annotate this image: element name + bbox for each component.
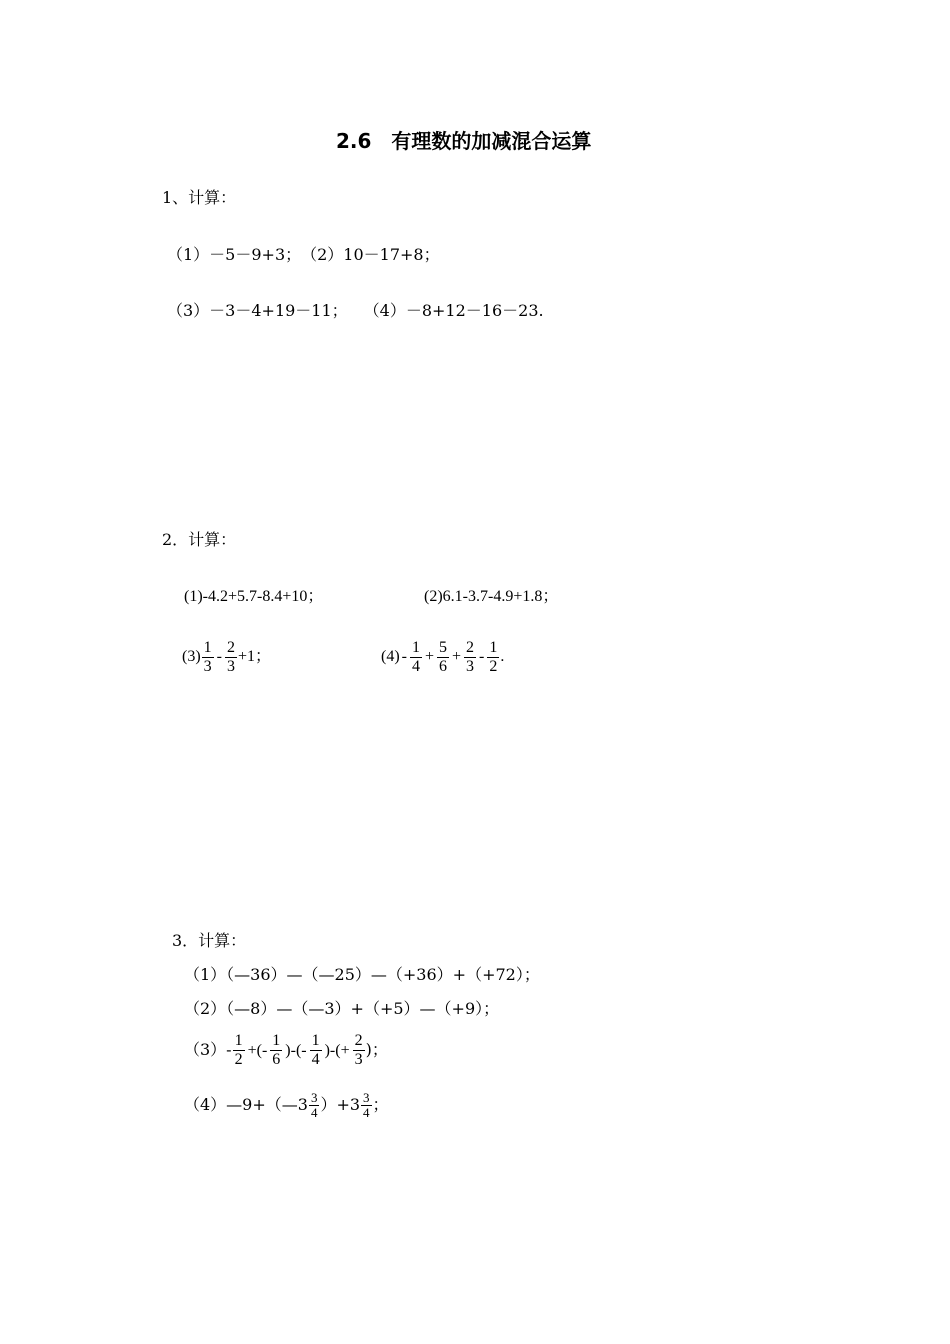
fraction: $\frac{1}{4}$ (411, 639, 420, 675)
question-1-line-2: （3）－3－4+19－11； （4）－8+12－16－23. (167, 301, 544, 320)
question-3-part-1: （1）（—36）—（—25）—（+36）+（+72）； (184, 965, 540, 984)
question-3-part-4: （4）—9+（—3 $\frac{3}{4}$ ）+3 $\frac{3}{4}$ ； (184, 1090, 389, 1120)
question-1-heading: 1、计算： (162, 188, 237, 207)
question-2-part-3: (3) $\frac{1}{3}$ - $\frac{2}{3}$ +1； (182, 639, 272, 675)
fraction: $\frac{3}{4}$ (363, 1090, 370, 1120)
question-2-part-2: (2)6.1-3.7-4.9+1.8； (424, 588, 559, 605)
question-2-heading: 2．计算： (162, 530, 237, 549)
fraction: $\frac{1}{4}$ (311, 1032, 320, 1068)
fraction: $\frac{1}{2}$ (234, 1032, 243, 1068)
fraction: $\frac{2}{3}$ (226, 639, 235, 675)
question-2-part-1: (1)-4.2+5.7-8.4+10； (184, 588, 324, 605)
page-title: 2.6 有理数的加减混合运算 (336, 129, 592, 153)
fraction: $\frac{2}{3}$ (466, 639, 475, 675)
question-3-heading: 3．计算： (172, 931, 247, 950)
question-3-part-2: （2）（—8）—（—3）+（+5）—（+9）； (184, 999, 500, 1018)
fraction: $\frac{2}{3}$ (354, 1032, 363, 1068)
fraction: $\frac{1}{2}$ (489, 639, 498, 675)
question-1-line-1: （1）－5－9+3； （2）10－17+8； (167, 245, 440, 264)
fraction: $\frac{5}{6}$ (439, 639, 448, 675)
question-2-part-4: (4) - $\frac{1}{4}$ + $\frac{5}{6}$ + $\frac{2}{3}$ - $\frac{1}{2}$ . (381, 639, 505, 675)
fraction: $\frac{3}{4}$ (310, 1090, 318, 1120)
fraction: $\frac{1}{3}$ (203, 639, 212, 675)
question-3-part-3: （3）- $\frac{1}{2}$ +(- $\frac{1}{6}$ )-(- $\frac{1}{4}$ )-(+ $\frac{2}{3}$ )； (184, 1032, 388, 1068)
fraction: $\frac{1}{6}$ (272, 1032, 281, 1068)
